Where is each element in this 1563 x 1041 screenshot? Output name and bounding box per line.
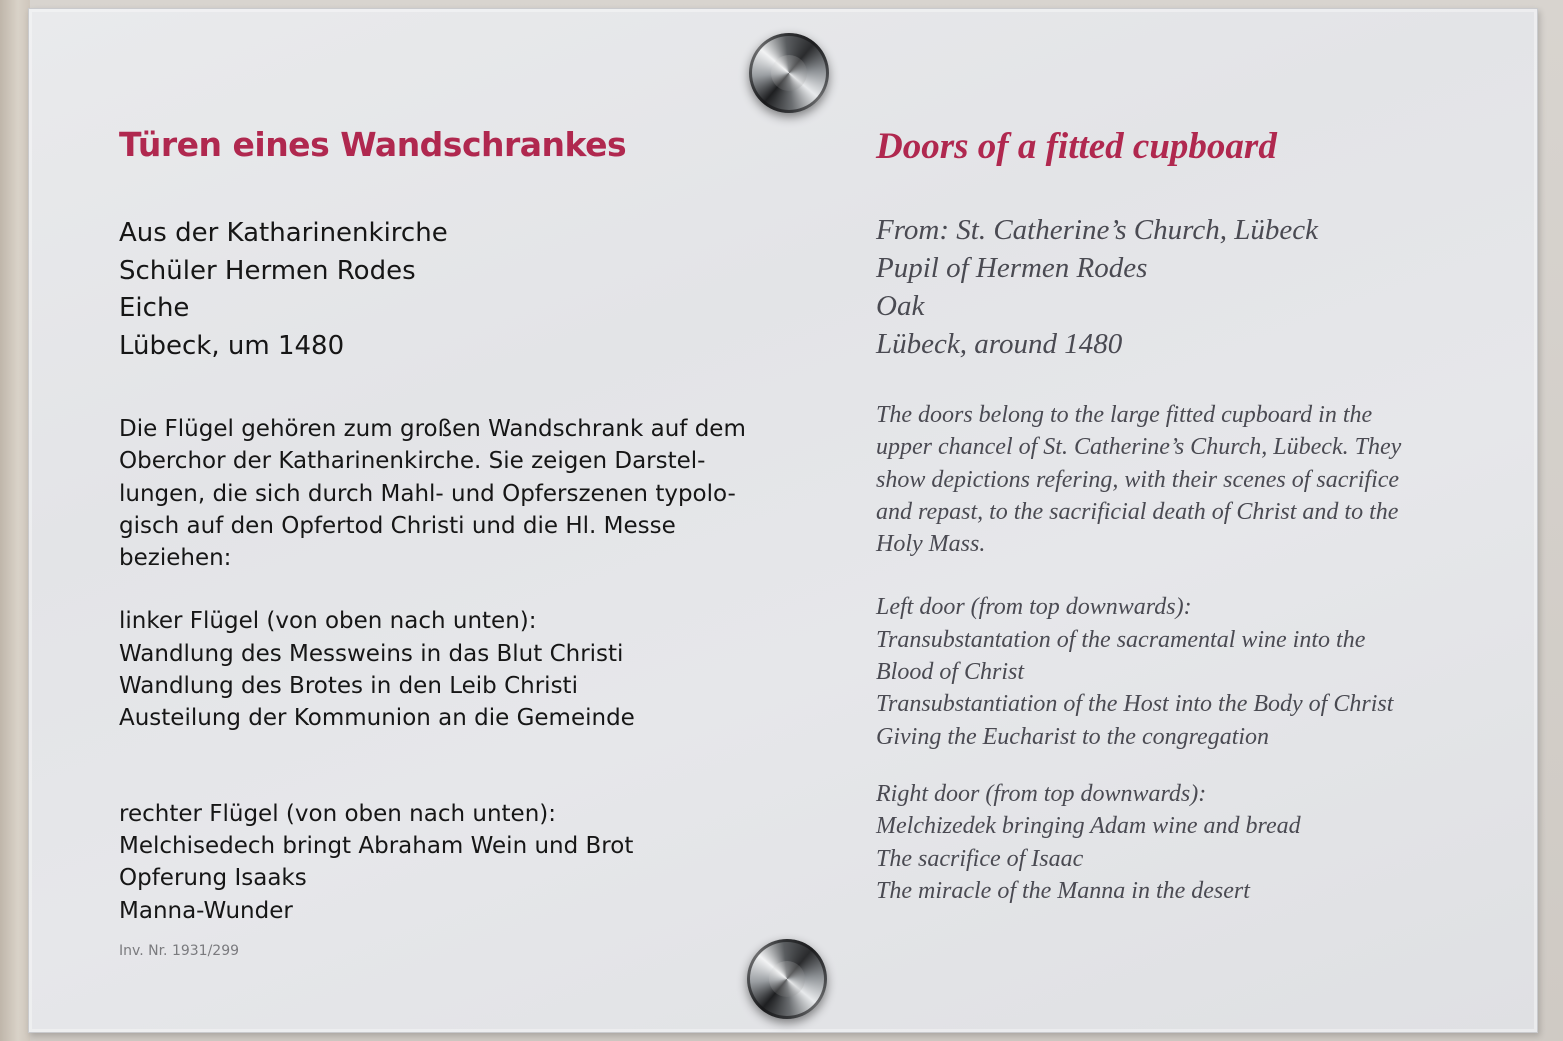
english-description-line: The doors belong to the large fitted cupboard in the [876,402,1373,428]
english-meta [876,211,1496,363]
english-meta-line: Oak [876,290,925,322]
inventory-number: Inv. Nr. 1931/299 [119,942,240,959]
german-left-wing-line: Wandlung des Messweins in das Blut Christi [119,640,624,667]
english-description-line: and repast, to the sacrificial death of Christ and to the [876,498,1399,525]
german-description-line: beziehen: [119,545,232,572]
english-left-door-line: Transubstantation of the sacramental wine into the [876,626,1366,653]
english-description-line: show depictions refering, with their scenes of sacrifice [876,466,1400,493]
english-meta-line: Lübeck, around 1480 [876,328,1123,360]
german-title: Türen eines Wandschrankes [119,125,627,164]
english-left-door-line: Transubstantiation of the Host into the Body of Christ [876,691,1394,718]
wall-background [0,0,30,1041]
german-right-wing-list [119,798,769,927]
german-meta-line: Eiche [119,293,190,323]
english-left-door-line: Giving the Eucharist to the congregation [876,723,1270,750]
standoff-screw-top [749,33,829,113]
german-description [119,413,769,574]
german-column [119,125,769,959]
german-meta [119,215,769,365]
german-meta-line: Aus der Katharinenkirche [119,218,448,248]
english-description [876,399,1496,560]
english-description-line: upper chancel of St. Catherine’s Church, Lübeck. They [876,434,1402,461]
german-right-wing-line: Opferung Isaaks [119,865,307,892]
museum-label-plaque [28,8,1538,1033]
english-column [876,125,1496,907]
english-right-door-line: The sacrifice of Isaac [876,845,1084,872]
english-description-line: Holy Mass. [876,531,986,558]
english-meta-line: From: St. Catherine’s Church, Lübeck [876,214,1318,246]
german-description-line: Oberchor der Katharinenkirche. Sie zeigen Darstel- [119,448,706,475]
german-meta-line: Lübeck, um 1480 [119,330,345,361]
german-left-wing-line: linker Flügel (von oben nach unten): [119,608,537,635]
english-right-door-line: The miracle of the Manna in the desert [876,877,1250,904]
german-right-wing-line: rechter Flügel (von oben nach unten): [119,800,556,827]
english-left-door-line: Blood of Christ [876,659,1025,686]
german-left-wing-line: Austeilung der Kommunion an die Gemeinde [119,705,635,732]
german-right-wing-line: Manna-Wunder [119,897,293,924]
german-description-line: gisch auf den Opfertod Christi und die Hl. Messe [119,512,676,539]
english-left-door-line: Left door (from top downwards): [876,594,1192,621]
german-meta-line: Schüler Hermen Rodes [119,255,416,286]
german-right-wing-line: Melchisedech bringt Abraham Wein und Brot [119,832,634,859]
english-title: Doors of a fitted cupboard [876,126,1277,167]
german-description-line: Die Flügel gehören zum großen Wandschrank auf dem [119,416,746,442]
german-description-line: lungen, die sich durch Mahl- und Opferszenen typolo- [119,480,736,507]
english-right-door-line: Right door (from top downwards): [876,780,1207,807]
english-meta-line: Pupil of Hermen Rodes [876,252,1148,284]
english-right-door-list [876,778,1496,907]
german-left-wing-list [119,605,769,734]
german-left-wing-line: Wandlung des Brotes in den Leib Christi [119,673,578,700]
english-left-door-list [876,591,1496,752]
english-right-door-line: Melchizedek bringing Adam wine and bread [876,813,1301,840]
